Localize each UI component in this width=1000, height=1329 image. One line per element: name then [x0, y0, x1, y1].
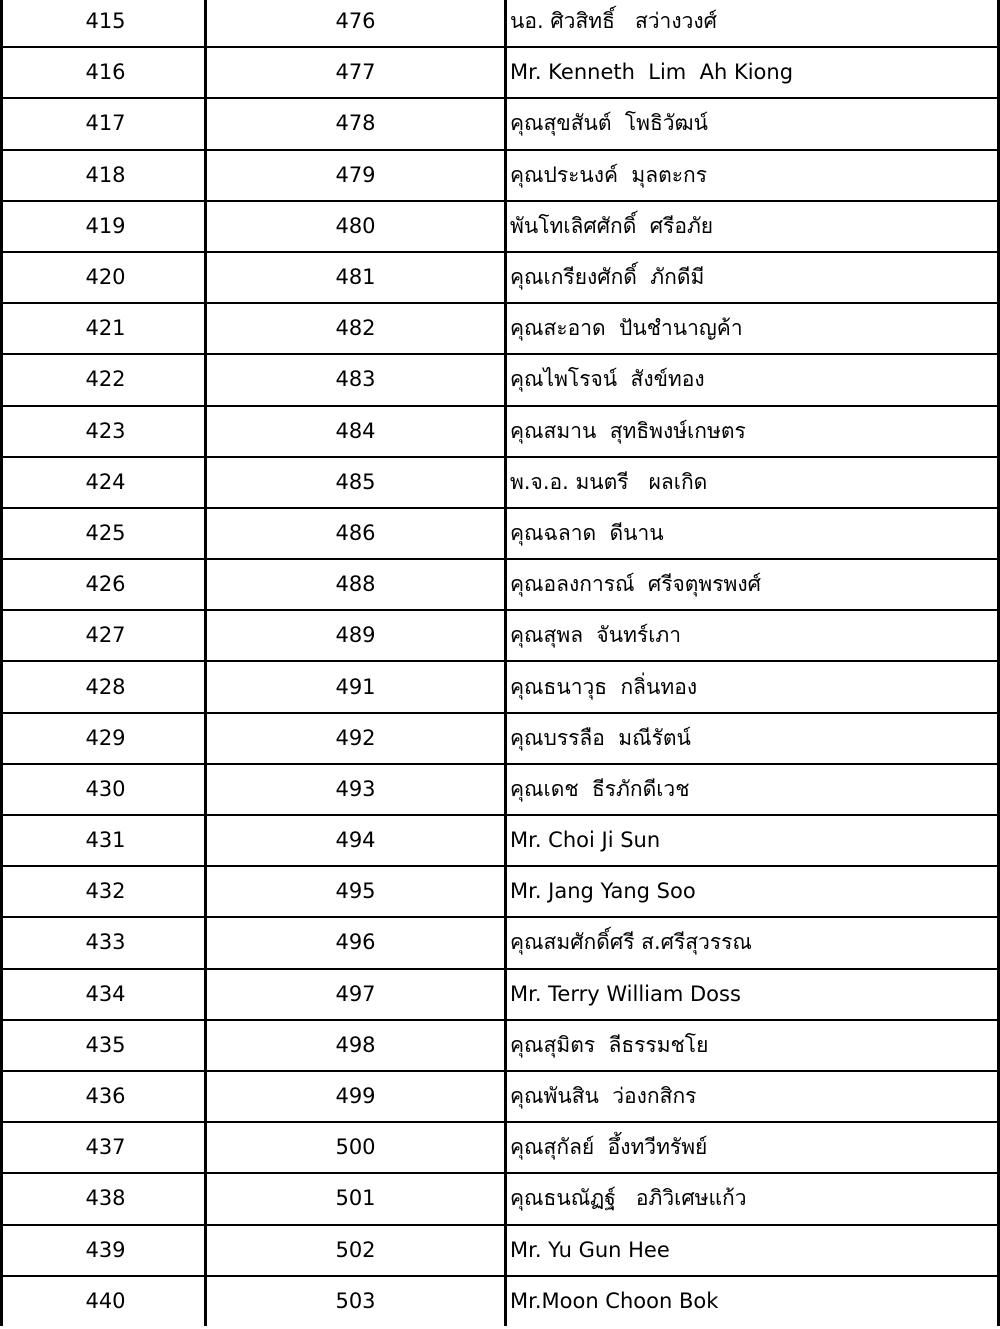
person-name-cell — [506, 610, 999, 661]
row-number-cell — [2, 252, 206, 303]
row-number-cell — [2, 1173, 206, 1224]
id-number: 488 — [335, 572, 376, 597]
row-number: 418 — [85, 162, 126, 187]
person-name: คุณสุขสันต์ โพธิวัฒน์ — [510, 111, 708, 136]
row-number-cell — [2, 559, 206, 610]
id-number: 496 — [335, 930, 376, 955]
table-row — [2, 508, 999, 559]
id-number: 499 — [335, 1084, 376, 1109]
table-row — [2, 201, 999, 252]
id-number-cell — [206, 713, 506, 764]
table-row — [2, 354, 999, 405]
row-number: 422 — [85, 367, 126, 392]
id-number-cell — [206, 406, 506, 457]
person-name-cell — [506, 559, 999, 610]
row-number: 419 — [85, 213, 126, 238]
row-number: 439 — [85, 1237, 126, 1262]
id-number-cell — [206, 1173, 506, 1224]
id-number: 494 — [335, 828, 376, 853]
row-number: 435 — [85, 1032, 126, 1057]
person-name: คุณสะอาด ปันชำนาญค้า — [510, 316, 743, 341]
row-number-cell — [2, 917, 206, 968]
person-name: Mr. Jang Yang Soo — [510, 879, 696, 904]
row-number: 431 — [85, 828, 126, 853]
row-number-cell — [2, 406, 206, 457]
id-number: 483 — [335, 367, 376, 392]
person-name: Mr. Choi Ji Sun — [510, 828, 661, 853]
table-row — [2, 917, 999, 968]
id-number: 493 — [335, 776, 376, 801]
table-row — [2, 457, 999, 508]
row-number: 417 — [85, 111, 126, 136]
id-number-cell — [206, 764, 506, 815]
row-number: 415 — [85, 9, 126, 34]
id-number: 480 — [335, 213, 376, 238]
id-number: 491 — [335, 674, 376, 699]
person-name-cell — [506, 0, 999, 47]
row-number-cell — [2, 47, 206, 98]
person-name-cell — [506, 1071, 999, 1122]
id-number: 495 — [335, 879, 376, 904]
table-body — [2, 0, 999, 1326]
person-name: Mr.Moon Choon Bok — [510, 1288, 719, 1313]
table-row — [2, 98, 999, 149]
person-name-cell — [506, 354, 999, 405]
id-number-cell — [206, 47, 506, 98]
id-number-cell — [206, 457, 506, 508]
person-name: คุณเดช ธีรภักดีเวช — [510, 776, 690, 801]
person-name: คุณประนงค์ มุลตะกร — [510, 162, 708, 187]
id-number: 492 — [335, 725, 376, 750]
id-number-cell — [206, 98, 506, 149]
row-number: 436 — [85, 1084, 126, 1109]
id-number: 489 — [335, 623, 376, 648]
row-number-cell — [2, 1276, 206, 1326]
row-number: 420 — [85, 265, 126, 290]
row-number: 437 — [85, 1135, 126, 1160]
person-name-cell — [506, 150, 999, 201]
table-row — [2, 406, 999, 457]
row-number-cell — [2, 1122, 206, 1173]
id-number-cell — [206, 508, 506, 559]
person-name: คุณไพโรจน์ สังข์ทอง — [510, 367, 705, 392]
id-number: 498 — [335, 1032, 376, 1057]
row-number-cell — [2, 98, 206, 149]
row-number-cell — [2, 866, 206, 917]
person-name: พันโทเลิศศักดิ์ ศรีอภัย — [510, 213, 714, 238]
table-row — [2, 764, 999, 815]
id-number-cell — [206, 917, 506, 968]
person-name: คุณฉลาด ดีนาน — [510, 520, 664, 545]
row-number-cell — [2, 764, 206, 815]
id-number-cell — [206, 969, 506, 1020]
person-name: Mr. Terry William Doss — [510, 981, 741, 1006]
id-number: 502 — [335, 1237, 376, 1262]
id-number-cell — [206, 1276, 506, 1326]
person-name: Mr. Kenneth Lim Ah Kiong — [510, 60, 794, 85]
id-number: 479 — [335, 162, 376, 187]
person-name-cell — [506, 661, 999, 712]
person-name: คุณสุพล จันทร์เภา — [510, 623, 682, 648]
row-number: 433 — [85, 930, 126, 955]
id-number-cell — [206, 1122, 506, 1173]
person-name-cell — [506, 508, 999, 559]
person-name-cell — [506, 201, 999, 252]
id-number-cell — [206, 354, 506, 405]
id-number: 497 — [335, 981, 376, 1006]
table-row — [2, 1122, 999, 1173]
row-number: 440 — [85, 1288, 126, 1313]
id-number-cell — [206, 303, 506, 354]
table-row — [2, 252, 999, 303]
person-name: คุณอลงการณ์ ศรีจตุพรพงศ์ — [510, 572, 761, 597]
row-number: 438 — [85, 1186, 126, 1211]
row-number: 428 — [85, 674, 126, 699]
person-name: คุณเกรียงศักดิ์ ภักดีมี — [510, 265, 705, 290]
table-row — [2, 1071, 999, 1122]
id-number-cell — [206, 1020, 506, 1071]
id-number: 503 — [335, 1288, 376, 1313]
row-number-cell — [2, 610, 206, 661]
table-row — [2, 47, 999, 98]
person-name-cell — [506, 406, 999, 457]
id-number: 485 — [335, 469, 376, 494]
row-number-cell — [2, 303, 206, 354]
table-row — [2, 150, 999, 201]
person-name: Mr. Yu Gun Hee — [510, 1237, 670, 1262]
row-number: 423 — [85, 418, 126, 443]
person-name-cell — [506, 713, 999, 764]
row-number-cell — [2, 1225, 206, 1276]
person-name: คุณธนาวุธ กลิ่นทอง — [510, 674, 698, 699]
id-number: 478 — [335, 111, 376, 136]
id-number: 501 — [335, 1186, 376, 1211]
person-name: คุณสุมิตร ลีธรรมชโย — [510, 1032, 709, 1057]
id-number-cell — [206, 610, 506, 661]
person-name: คุณสุกัลย์ อึ้งทวีทรัพย์ — [510, 1135, 708, 1160]
table-row — [2, 815, 999, 866]
person-name: คุณธนณัฏฐ์ อภิวิเศษแก้ว — [510, 1186, 747, 1211]
row-number-cell — [2, 354, 206, 405]
row-number-cell — [2, 969, 206, 1020]
person-name-cell — [506, 1225, 999, 1276]
id-number: 486 — [335, 520, 376, 545]
person-name: คุณสมาน สุทธิพงษ์เกษตร — [510, 418, 746, 443]
table-row — [2, 969, 999, 1020]
person-name-cell — [506, 252, 999, 303]
id-number-cell — [206, 815, 506, 866]
row-number: 427 — [85, 623, 126, 648]
id-number: 481 — [335, 265, 376, 290]
id-number-cell — [206, 866, 506, 917]
table-row — [2, 303, 999, 354]
row-number: 424 — [85, 469, 126, 494]
table-row — [2, 866, 999, 917]
id-number-cell — [206, 150, 506, 201]
row-number: 416 — [85, 60, 126, 85]
id-number-cell — [206, 0, 506, 47]
id-number-cell — [206, 1225, 506, 1276]
id-number: 476 — [335, 9, 376, 34]
person-name-cell — [506, 815, 999, 866]
table-row — [2, 1276, 999, 1326]
person-name: คุณบรรลือ มณีรัตน์ — [510, 725, 691, 750]
row-number: 426 — [85, 572, 126, 597]
person-name-cell — [506, 1173, 999, 1224]
row-number-cell — [2, 713, 206, 764]
row-number-cell — [2, 457, 206, 508]
row-number: 425 — [85, 520, 126, 545]
row-number-cell — [2, 1071, 206, 1122]
id-number: 477 — [335, 60, 376, 85]
table-row — [2, 713, 999, 764]
person-name-cell — [506, 917, 999, 968]
person-name-cell — [506, 866, 999, 917]
table-row — [2, 559, 999, 610]
id-number-cell — [206, 252, 506, 303]
person-name-cell — [506, 1020, 999, 1071]
table-row — [2, 661, 999, 712]
row-number: 430 — [85, 776, 126, 801]
row-number-cell — [2, 201, 206, 252]
table-row — [2, 1020, 999, 1071]
row-number-cell — [2, 0, 206, 47]
person-name-cell — [506, 764, 999, 815]
row-number-cell — [2, 1020, 206, 1071]
id-number: 484 — [335, 418, 376, 443]
table-row — [2, 0, 999, 47]
id-number: 500 — [335, 1135, 376, 1160]
row-number-cell — [2, 815, 206, 866]
row-number: 429 — [85, 725, 126, 750]
id-number-cell — [206, 201, 506, 252]
table-row — [2, 610, 999, 661]
person-name-cell — [506, 303, 999, 354]
id-number: 482 — [335, 316, 376, 341]
person-name: พ.จ.อ. มนตรี ผลเกิด — [510, 469, 708, 494]
row-number-cell — [2, 150, 206, 201]
row-number-cell — [2, 661, 206, 712]
id-number-cell — [206, 661, 506, 712]
row-number-cell — [2, 508, 206, 559]
person-name-cell — [506, 1276, 999, 1326]
person-name-cell — [506, 98, 999, 149]
person-name-cell — [506, 969, 999, 1020]
id-number-cell — [206, 559, 506, 610]
id-number-cell — [206, 1071, 506, 1122]
person-name-cell — [506, 457, 999, 508]
table-row — [2, 1173, 999, 1224]
table-row — [2, 1225, 999, 1276]
person-name: นอ. ศิวสิทธิ์ สว่างวงศ์ — [510, 9, 717, 34]
person-name-cell — [506, 1122, 999, 1173]
person-name: คุณพันสิน ว่องกสิกร — [510, 1084, 697, 1109]
row-number: 434 — [85, 981, 126, 1006]
row-number: 421 — [85, 316, 126, 341]
row-number: 432 — [85, 879, 126, 904]
person-name-cell — [506, 47, 999, 98]
person-name: คุณสมศักดิ์ศรี ส.ศรีสุวรรณ — [510, 930, 752, 955]
